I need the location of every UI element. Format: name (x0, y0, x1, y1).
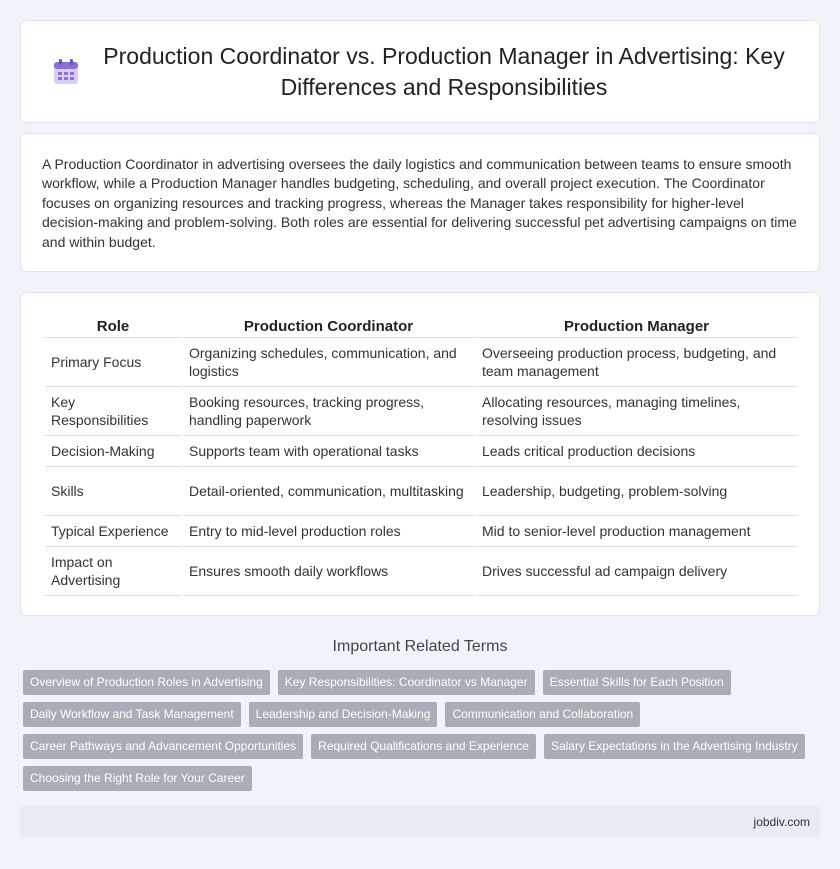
table-row (45, 338, 797, 387)
row-label: Decision-Making (45, 436, 181, 467)
manager-cell: Drives successful ad campaign delivery (476, 547, 797, 596)
row-label: Primary Focus (45, 338, 181, 387)
coordinator-cell: Supports team with operational tasks (183, 436, 474, 467)
related-terms-title: Important Related Terms (332, 638, 508, 655)
related-term-tag[interactable]: Daily Workflow and Task Management (23, 702, 241, 727)
table-header-row (45, 313, 797, 338)
table-row (45, 467, 797, 516)
coordinator-cell: Booking resources, tracking progress, handling paperwork (183, 387, 474, 436)
comparison-table-card (20, 292, 820, 616)
coordinator-cell: Organizing schedules, communication, and logistics (183, 338, 474, 387)
table-row (45, 387, 797, 436)
header-card (20, 20, 820, 123)
row-label: Key Responsibilities (45, 387, 181, 436)
related-term-tag[interactable]: Essential Skills for Each Position (543, 670, 731, 695)
related-term-tag[interactable]: Salary Expectations in the Advertising Industry (544, 734, 805, 759)
related-term-tag[interactable]: Communication and Collaboration (445, 702, 640, 727)
manager-cell: Allocating resources, managing timelines, resolving issues (476, 387, 797, 436)
related-term-tag[interactable]: Leadership and Decision-Making (249, 702, 438, 727)
manager-cell: Leads critical production decisions (476, 436, 797, 467)
table-row (45, 436, 797, 467)
footer (20, 806, 820, 838)
header-manager: Production Manager (476, 313, 797, 338)
manager-cell: Mid to senior-level production management (476, 516, 797, 547)
manager-cell: Leadership, budgeting, problem-solving (476, 467, 797, 516)
calendar-icon (51, 57, 81, 87)
header-role: Role (45, 313, 181, 338)
table-row (45, 547, 797, 596)
intro-text: A Production Coordinator in advertising oversees the daily logistics and communication between teams to ensure smooth workflow, while a Production Manager handles budgeting, scheduling, and overall project execution. The Coordinator focuses on organizing resources and tracking progress, whereas the Manager takes responsibility for higher-level decision-making and problem-solving. Both roles are essential for delivering successful pet advertising campaigns on time and within budget. (42, 156, 797, 250)
coordinator-cell: Detail-oriented, communication, multitasking (183, 467, 474, 516)
related-term-tag[interactable]: Choosing the Right Role for Your Career (23, 766, 252, 791)
row-label: Skills (45, 467, 181, 516)
comparison-table (43, 313, 799, 596)
page-title: Production Coordinator vs. Production Manager in Advertising: Key Differences and Responsibilities (103, 42, 785, 100)
related-term-tag[interactable]: Required Qualifications and Experience (311, 734, 536, 759)
manager-cell: Overseeing production process, budgeting, and team management (476, 338, 797, 387)
intro-card (20, 133, 820, 272)
row-label: Impact on Advertising (45, 547, 181, 596)
table-row (45, 516, 797, 547)
footer-site-link[interactable]: jobdiv.com (753, 815, 810, 829)
header-coordinator: Production Coordinator (183, 313, 474, 338)
related-term-tag[interactable]: Key Responsibilities: Coordinator vs Manager (278, 670, 535, 695)
coordinator-cell: Entry to mid-level production roles (183, 516, 474, 547)
related-term-tag[interactable]: Career Pathways and Advancement Opportunities (23, 734, 303, 759)
coordinator-cell: Ensures smooth daily workflows (183, 547, 474, 596)
row-label: Typical Experience (45, 516, 181, 547)
related-term-tag[interactable]: Overview of Production Roles in Advertising (23, 670, 270, 695)
related-terms-list (23, 670, 823, 798)
